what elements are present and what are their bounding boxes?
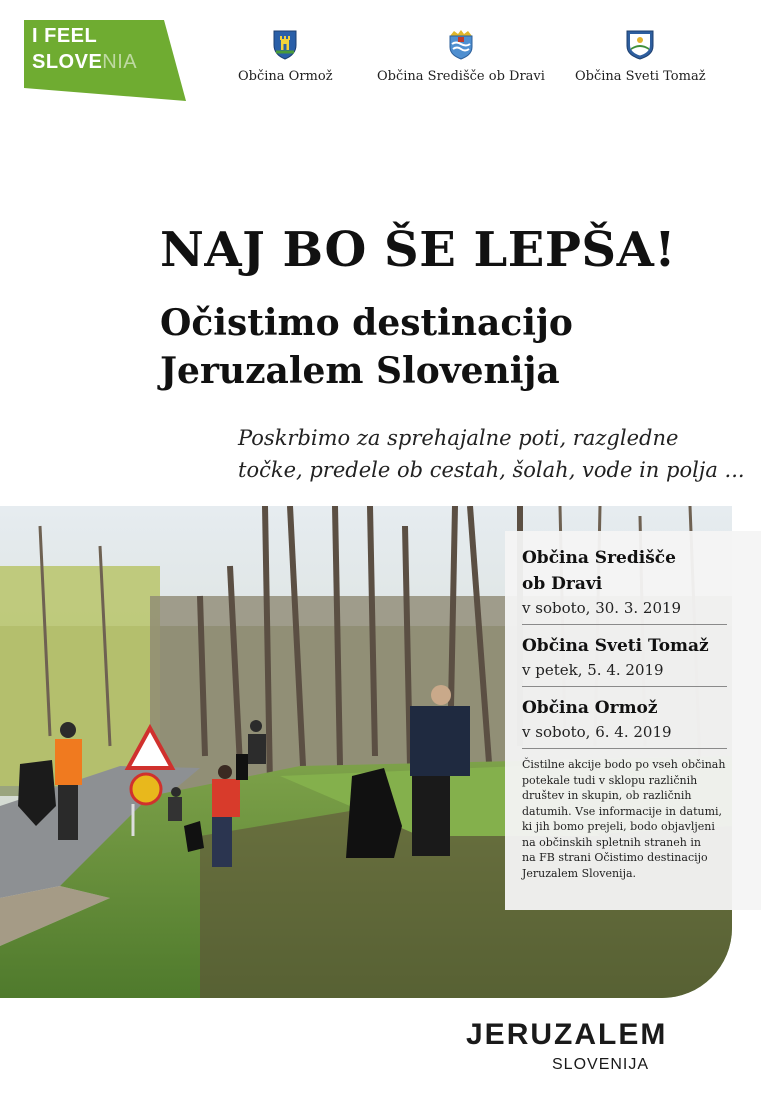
event-date: v soboto, 6. 4. 2019: [522, 723, 672, 741]
sredisce-crest-icon: [446, 30, 476, 60]
logo-line1: I FEEL: [32, 25, 98, 47]
event-name-line: Občina Središče: [522, 548, 676, 568]
logo-sub-text: SLOVENIJA: [552, 1056, 650, 1073]
municipality-name: Občina Sveti Tomaž: [575, 69, 706, 84]
note-line: na FB strani Očistimo destinacijo: [522, 851, 708, 864]
logo-line2-faded: NIA: [102, 51, 138, 73]
logo-main-text: JERUZALEM: [466, 1018, 668, 1051]
event-municipality-name: [522, 545, 727, 597]
i-feel-slovenia-logo: [24, 20, 186, 101]
event-municipality-name: Občina Ormož: [522, 698, 658, 718]
note-line: ki jih bomo prejeli, bodo objavljeni: [522, 820, 715, 833]
note-line: Čistilne akcije bodo po vseh občinah: [522, 758, 726, 771]
event-entry: [522, 695, 727, 749]
municipality-sredisce: [377, 30, 545, 84]
lead-line-1: Poskrbimo za sprehajalne poti, razgledne: [238, 426, 679, 450]
event-entry: [522, 633, 727, 687]
event-name-line: ob Dravi: [522, 574, 603, 594]
subheadline-line-1: Očistimo destinacijo: [160, 302, 573, 344]
note-line: društev in skupin, ob različnih: [522, 789, 692, 802]
municipality-name: Občina Ormož: [238, 69, 333, 84]
lead-text: [238, 422, 745, 486]
municipality-ormoz: [238, 30, 333, 84]
note-line: Jeruzalem Slovenija.: [522, 866, 637, 880]
event-municipality-name: Občina Sveti Tomaž: [522, 636, 709, 656]
note-line: potekale tudi v sklopu različnih: [522, 773, 698, 787]
jeruzalem-slovenija-logo: [466, 1018, 668, 1073]
municipality-sveti-tomaz: [575, 30, 706, 84]
note-line: na občinskih spletnih straneh in: [522, 835, 701, 849]
note-line: datumih. Vse informacije in datumi,: [522, 804, 723, 818]
sveti-tomaz-crest-icon: [626, 30, 654, 60]
events-note: [522, 757, 742, 881]
subheadline-line-2: Jeruzalem Slovenija: [160, 350, 560, 392]
municipality-name: Občina Središče ob Dravi: [377, 69, 545, 84]
main-headline: NAJ BO ŠE LEPŠA!: [160, 222, 676, 278]
event-entry: [522, 545, 727, 625]
events-info-box: [505, 531, 761, 910]
logo-line2-strong: SLOVE: [32, 51, 103, 73]
logo-line2: [32, 51, 137, 74]
event-date: v soboto, 30. 3. 2019: [522, 599, 682, 617]
lead-line-2: točke, predele ob cestah, šolah, vode in polja ...: [238, 458, 745, 482]
event-date: v petek, 5. 4. 2019: [522, 661, 664, 679]
ormoz-crest-icon: [273, 30, 297, 60]
